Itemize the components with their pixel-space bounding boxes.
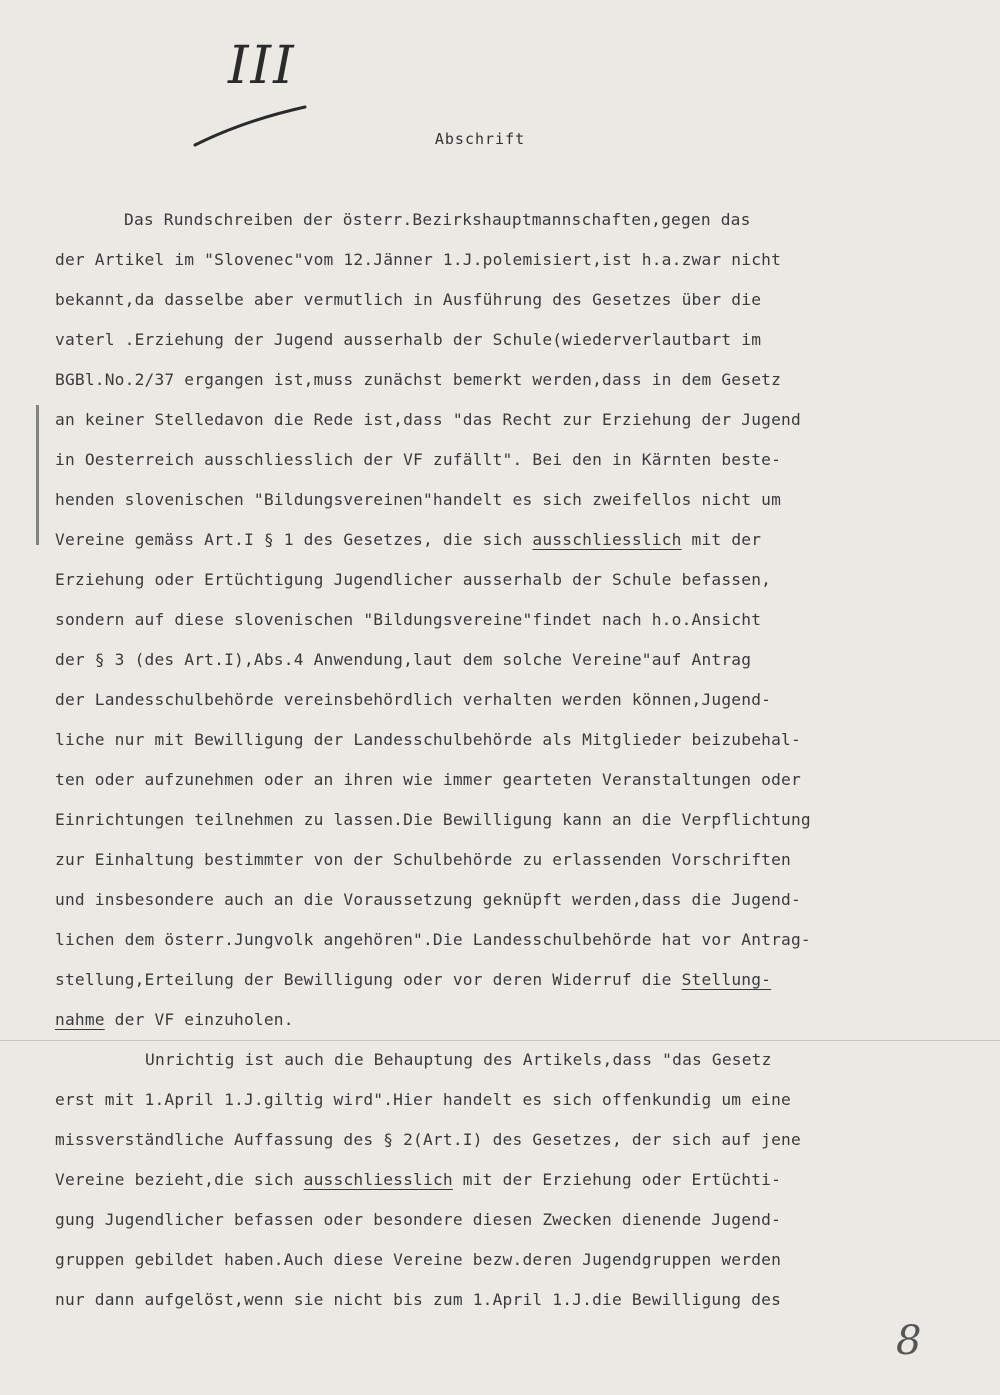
text-line: bekannt,da dasselbe aber vermutlich in Ausführung des Gesetzes über die: [55, 290, 762, 309]
text-line: Erziehung oder Ertüchtigung Jugendlicher ausserhalb der Schule befassen,: [55, 570, 772, 589]
document-heading: Abschrift: [434, 130, 526, 148]
text-line: Das Rundschreiben der österr.Bezirkshauptmannschaften,gegen das: [124, 210, 751, 229]
text-line: zur Einhaltung bestimmter von der Schulbehörde zu erlassenden Vorschriften: [55, 850, 791, 869]
text-line: Vereine bezieht,die sich ausschliesslich mit der Erziehung oder Ertüchti-: [55, 1170, 782, 1189]
text-line: liche nur mit Bewilligung der Landesschulbehörde als Mitglieder beizubehal-: [55, 730, 801, 749]
page-number: 8: [896, 1318, 922, 1364]
text-line: nahme der VF einzuholen.: [55, 1010, 294, 1029]
text-line: henden slovenischen "Bildungsvereinen"handelt es sich zweifellos nicht um: [55, 490, 782, 509]
roman-numeral: III: [228, 36, 296, 96]
text-line: sondern auf diese slovenischen "Bildungsvereine"findet nach h.o.Ansicht: [55, 610, 762, 629]
text-line: BGBl.No.2/37 ergangen ist,muss zunächst bemerkt werden,dass in dem Gesetz: [55, 370, 782, 389]
underlined-word: ausschliesslich: [532, 530, 682, 549]
text-line: ten oder aufzunehmen oder an ihren wie immer gearteten Veranstaltungen oder: [55, 770, 801, 789]
text-line: gruppen gebildet haben.Auch diese Vereine bezw.deren Jugendgruppen werden: [55, 1250, 782, 1269]
text-line: an keiner Stelledavon die Rede ist,dass "das Recht zur Erziehung der Jugend: [55, 410, 801, 429]
text-line: Unrichtig ist auch die Behauptung des Artikels,dass "das Gesetz: [145, 1050, 772, 1069]
text-line: Einrichtungen teilnehmen zu lassen.Die Bewilligung kann an die Verpflichtung: [55, 810, 811, 829]
text-line: der Landesschulbehörde vereinsbehördlich verhalten werden können,Jugend-: [55, 690, 772, 709]
text-line: der Artikel im "Slovenec"vom 12.Jänner 1.J.polemisiert,ist h.a.zwar nicht: [55, 250, 782, 269]
text-line: lichen dem österr.Jungvolk angehören".Die Landesschulbehörde hat vor Antrag-: [55, 930, 811, 949]
page-fold-line: [0, 1040, 1000, 1041]
text-line: nur dann aufgelöst,wenn sie nicht bis zum 1.April 1.J.die Bewilligung des: [55, 1290, 782, 1309]
text-line: in Oesterreich ausschliesslich der VF zufällt". Bei den in Kärnten beste-: [55, 450, 782, 469]
text-line: vaterl .Erziehung der Jugend ausserhalb der Schule(wiederverlautbart im: [55, 330, 762, 349]
text-line: und insbesondere auch an die Voraussetzung geknüpft werden,dass die Jugend-: [55, 890, 801, 909]
text-line: missverständliche Auffassung des § 2(Art.I) des Gesetzes, der sich auf jene: [55, 1130, 801, 1149]
underlined-word: Stellung-: [681, 970, 772, 989]
text-line: stellung,Erteilung der Bewilligung oder vor deren Widerruf die Stellung-: [55, 970, 772, 989]
text-line: erst mit 1.April 1.J.giltig wird".Hier handelt es sich offenkundig um eine: [55, 1090, 791, 1109]
underlined-word: nahme: [55, 1010, 105, 1029]
text-line: gung Jugendlicher befassen oder besondere diesen Zwecken dienende Jugend-: [55, 1210, 782, 1229]
underlined-word: ausschliesslich: [303, 1170, 453, 1189]
text-line: der § 3 (des Art.I),Abs.4 Anwendung,laut dem solche Vereine"auf Antrag: [55, 650, 752, 669]
margin-bracket-mark: [36, 405, 39, 545]
text-line: Vereine gemäss Art.I § 1 des Gesetzes, die sich ausschliesslich mit der: [55, 530, 762, 549]
